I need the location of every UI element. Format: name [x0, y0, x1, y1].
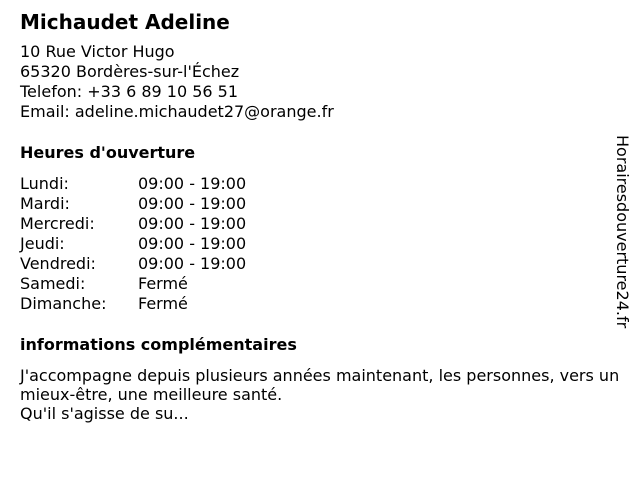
info-title: informations complémentaires: [20, 335, 297, 354]
hours-row-mardi: [20, 194, 600, 214]
hours-row-mercredi: [20, 214, 600, 234]
hours-row-jeudi: [20, 234, 600, 254]
hours-time: Fermé: [138, 274, 188, 293]
hours-time: 09:00 - 19:00: [138, 174, 247, 193]
opening-hours-title: Heures d'ouverture: [20, 143, 196, 162]
hours-row-dimanche: [20, 294, 600, 314]
hours-day: Lundi:: [20, 174, 69, 193]
hours-time: 09:00 - 19:00: [138, 214, 247, 233]
business-name: Michaudet Adeline: [20, 10, 230, 34]
hours-time: Fermé: [138, 294, 188, 313]
info-description: J'accompagne depuis plusieurs années maintenant, les personnes, vers un mieux-être, une meilleure santé.: [20, 366, 620, 404]
opening-hours-table: [20, 174, 600, 314]
hours-day: Mercredi:: [20, 214, 95, 233]
hours-row-vendredi: [20, 254, 600, 274]
address-city: 65320 Bordères-sur-l'Échez: [20, 62, 240, 81]
hours-day: Jeudi:: [20, 234, 65, 253]
business-card: [20, 9, 620, 424]
hours-time: 09:00 - 19:00: [138, 194, 247, 213]
hours-row-lundi: [20, 174, 600, 194]
site-watermark: Horairesdouverture24.fr: [613, 135, 632, 329]
address-street: 10 Rue Victor Hugo: [20, 42, 175, 61]
hours-time: 09:00 - 19:00: [138, 234, 247, 253]
email-line: Email: adeline.michaudet27@orange.fr: [20, 102, 334, 121]
hours-day: Mardi:: [20, 194, 70, 213]
hours-day: Dimanche:: [20, 294, 107, 313]
hours-day: Vendredi:: [20, 254, 96, 273]
phone-line: Telefon: +33 6 89 10 56 51: [20, 82, 239, 101]
hours-time: 09:00 - 19:00: [138, 254, 247, 273]
hours-day: Samedi:: [20, 274, 86, 293]
info-description-continued: Qu'il s'agisse de su...: [20, 404, 189, 423]
hours-row-samedi: [20, 274, 600, 294]
